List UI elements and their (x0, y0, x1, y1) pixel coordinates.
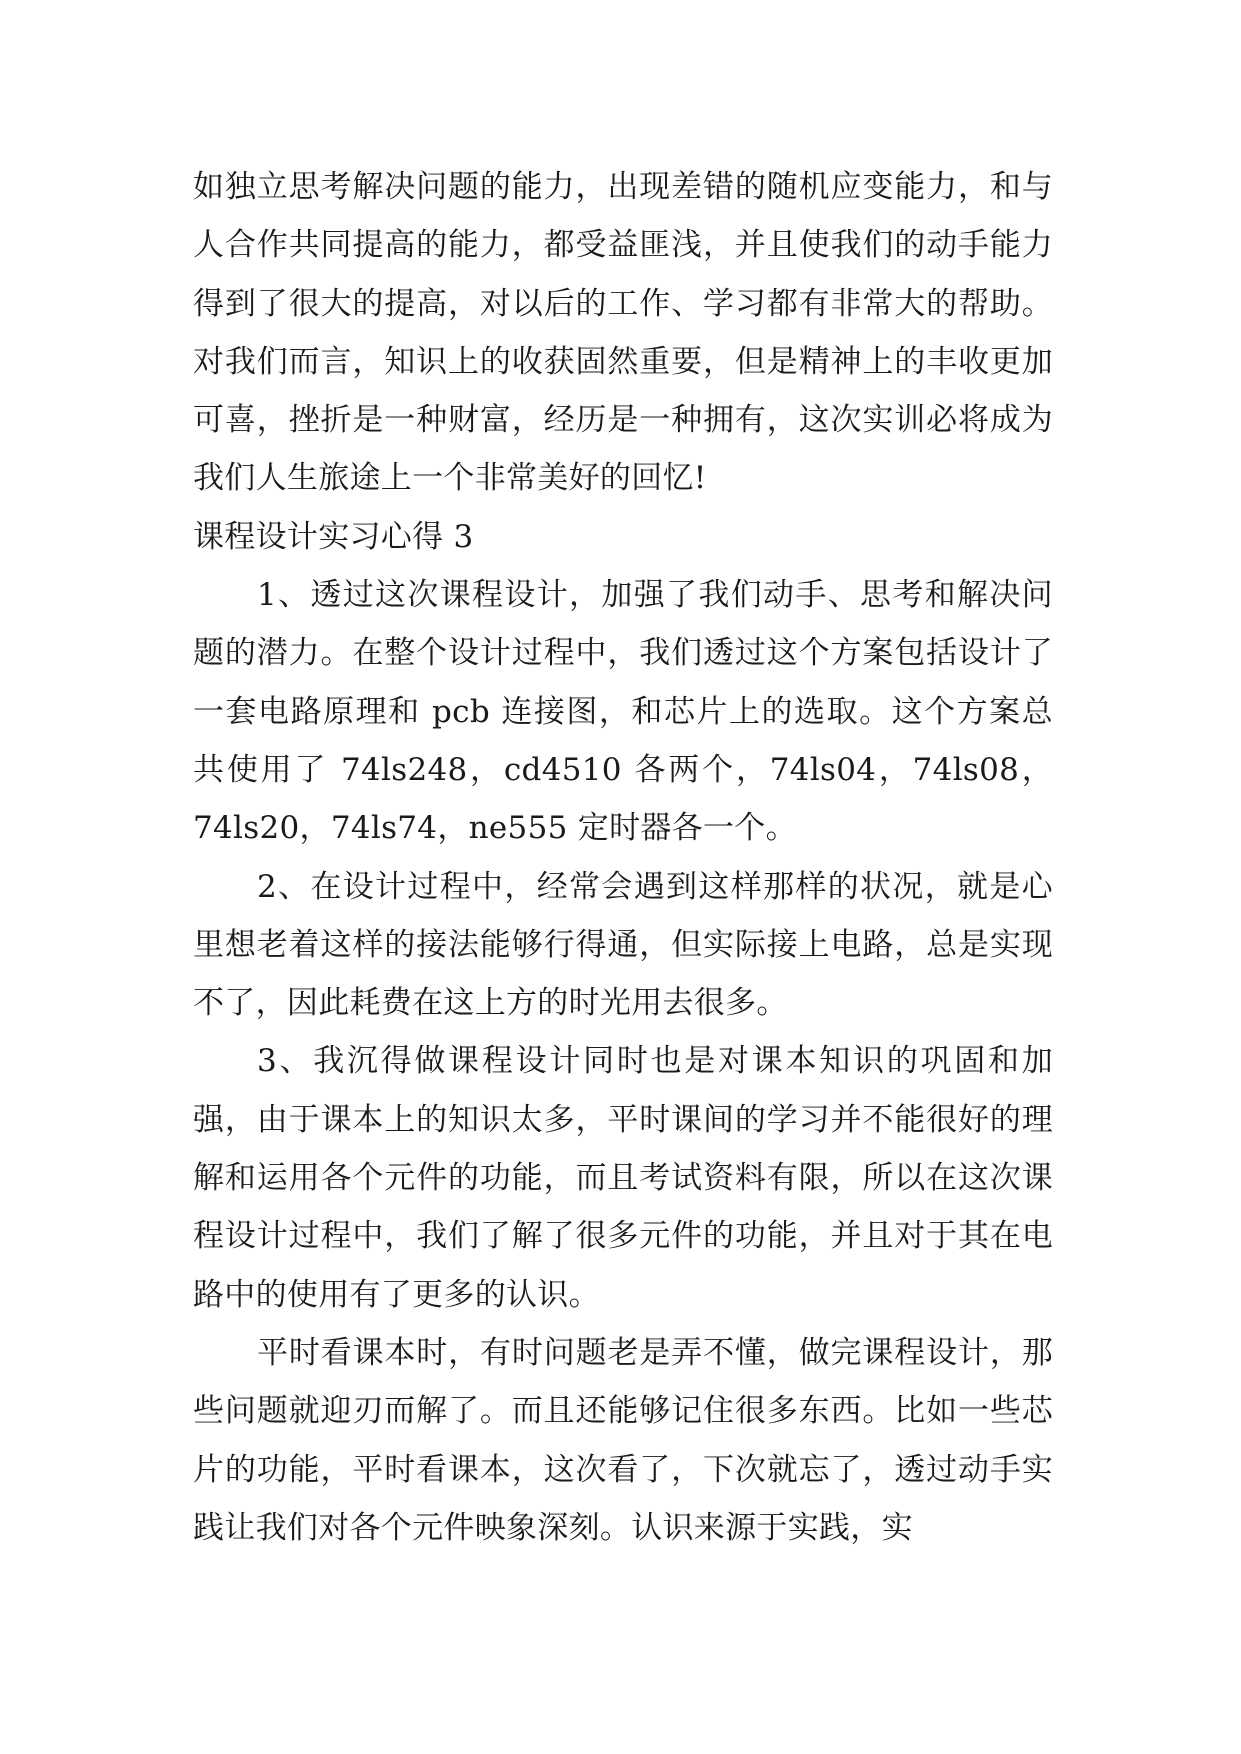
paragraph-reflection: 平时看课本时，有时问题老是弄不懂，做完课程设计，那些问题就迎刃而解了。而且还能够记住很多东西。比如一些芯片的功能，平时看课本，这次看了，下次就忘了，透过动手实践让我们对各个元件映象深刻。认识来源于实践，实 (193, 1334, 1053, 1546)
paragraph-continued: 如独立思考解决问题的能力，出现差错的随机应变能力，和与人合作共同提高的能力，都受益匪浅，并且使我们的动手能力得到了很大的提高，对以后的工作、学习都有非常大的帮助。对我们而言，知识上的收获固然重要，但是精神上的丰收更加可喜，挫折是一种财富，经历是一种拥有，这次实训必将成为我们人生旅途上一个非常美好的回忆! (193, 169, 1053, 497)
paragraph-item-2: 2、在设计过程中，经常会遇到这样那样的状况，就是心里想老着这样的接法能够行得通，但实际接上电路，总是实现不了，因此耗费在这上方的时光用去很多。 (193, 868, 1053, 1022)
section-heading: 课程设计实习心得 3 (193, 518, 474, 555)
paragraph-item-1: 1、透过这次课程设计，加强了我们动手、思考和解决问题的潜力。在整个设计过程中，我们透过这个方案包括设计了一套电路原理和 pcb 连接图，和芯片上的选取。这个方案总共使用了 74ls248，cd4510 各两个，74ls04，74ls08，74ls20，74ls74，ne555 定时器各一个。 (193, 577, 1053, 847)
paragraph-item-3: 3、我沉得做课程设计同时也是对课本知识的巩固和加强，由于课本上的知识太多，平时课间的学习并不能很好的理解和运用各个元件的功能，而且考试资料有限，所以在这次课程设计过程中，我们了解了很多元件的功能，并且对于其在电路中的使用有了更多的认识。 (193, 1043, 1053, 1313)
document-body (193, 158, 1053, 1557)
